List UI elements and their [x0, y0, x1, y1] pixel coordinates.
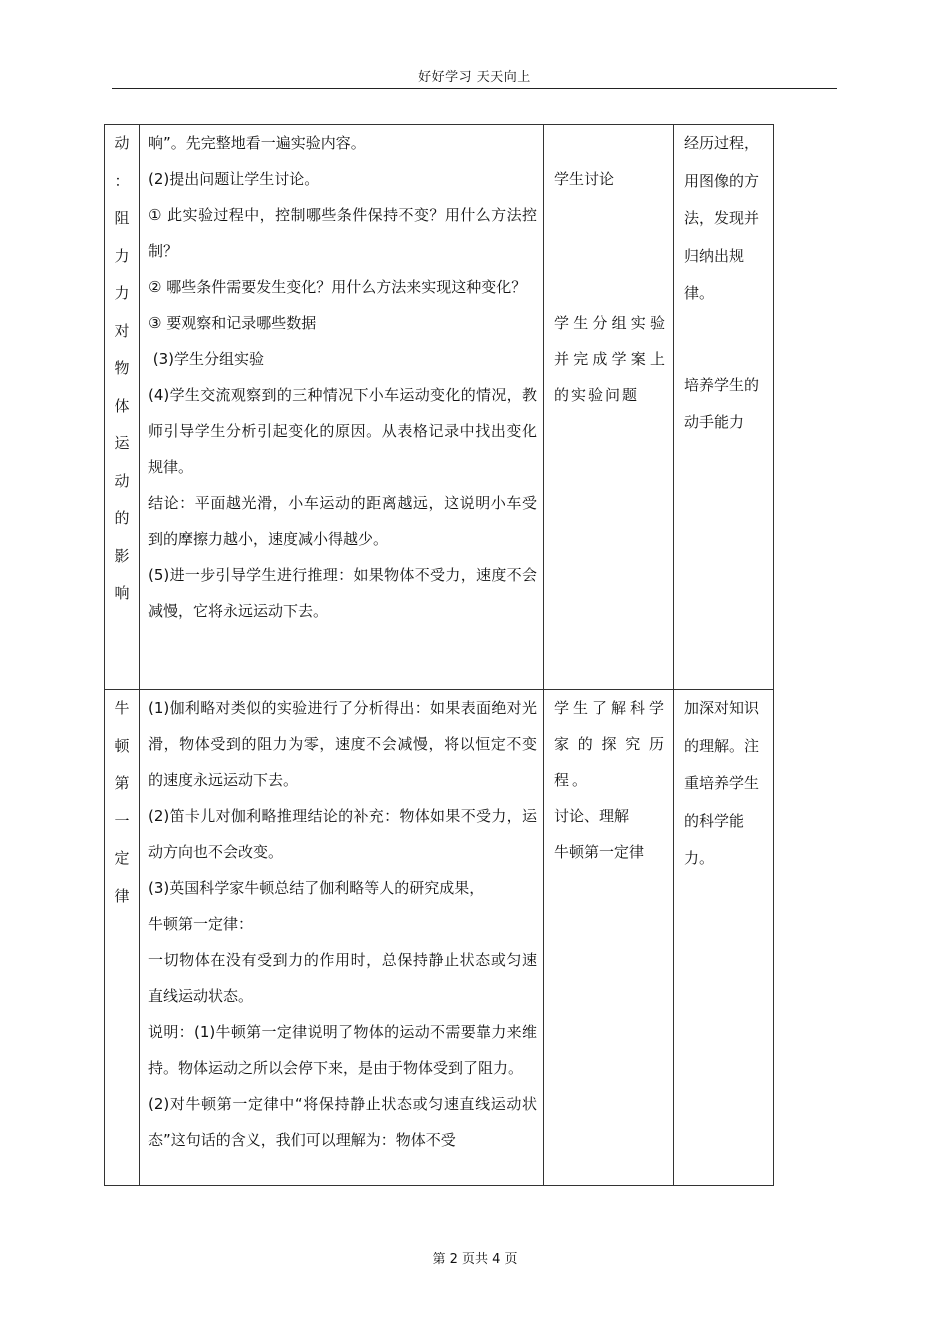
student-activity-text: 学生了解科学家的探究历程。: [554, 699, 667, 789]
section-title-cell: [105, 690, 140, 1186]
title-char: 律: [114, 886, 130, 905]
student-activity-cell: [544, 690, 674, 1186]
content-paragraph: (1)伽利略对类似的实验进行了分析得出：如果表面绝对光滑，物体受到的阻力为零，速度不会减慢，将以恒定不变的速度永远运动下去。: [148, 699, 537, 789]
content-paragraph: (2)对牛顿第一定律中“将保持静止状态或匀速直线运动状态”这句话的含义，我们可以理解为：物体不受: [148, 1095, 537, 1149]
title-char: 牛: [114, 699, 130, 717]
content-paragraph: 一切物体在没有受到力的作用时，总保持静止状态或匀速直线运动状态。: [148, 951, 537, 1005]
teacher-activity-cell: [140, 690, 544, 1186]
content-paragraph: (3)英国科学家牛顿总结了伽利略等人的研究成果，: [148, 879, 485, 897]
title-char: 响: [114, 584, 130, 602]
design-intent-cell: [674, 125, 774, 690]
content-paragraph: 响”。先完整地看一遍实验内容。: [148, 134, 366, 152]
title-char: 物: [114, 359, 130, 377]
title-char: 影: [114, 546, 130, 565]
page-header: 好好学习 天天向上: [418, 70, 531, 85]
student-activity-text: 学生分组实验并完成学案上的实验问题: [554, 314, 667, 404]
content-paragraph: (3)学生分组实验: [148, 350, 265, 368]
title-char: 对: [114, 321, 130, 340]
content-paragraph: ② 哪些条件需要发生变化？用什么方法来实现这种变化？: [148, 278, 527, 296]
title-char: 阻: [114, 209, 130, 227]
title-char: 动: [114, 471, 130, 490]
teacher-activity-cell: [140, 125, 544, 690]
content-paragraph: ③ 要观察和记录哪些数据: [148, 314, 317, 332]
content-paragraph: 牛顿第一定律：: [148, 915, 254, 933]
title-char: 定: [114, 849, 130, 867]
section-title-vertical: [105, 125, 139, 613]
title-char: 第: [114, 774, 130, 792]
title-char: 力: [114, 284, 130, 302]
design-intent-text: 加深对知识的理解。注重培养学生的科学能力。: [684, 699, 760, 867]
page-footer: 第 2 页共 4 页: [432, 1252, 518, 1267]
content-paragraph: 说明：(1)牛顿第一定律说明了物体的运动不需要靠力来维持。物体运动之所以会停下来，是由于物体受到了阻力。: [148, 1023, 537, 1077]
content-paragraph: (2)笛卡儿对伽利略推理结论的补充：物体如果不受力，运动方向也不会改变。: [148, 807, 537, 861]
header-divider: [112, 88, 837, 89]
student-activity-cell: [544, 125, 674, 690]
student-activity-text: 牛顿第一定律: [554, 843, 645, 861]
section-title-vertical: [105, 690, 139, 915]
lesson-table: [104, 124, 774, 1186]
title-char: 体: [114, 396, 130, 415]
title-char: 运: [114, 434, 130, 452]
title-char: 顿: [114, 736, 130, 755]
content-paragraph: (5)进一步引导学生进行推理：如果物体不受力，速度不会减慢，它将永远运动下去。: [148, 566, 537, 620]
student-activity-text: 讨论、理解: [554, 807, 630, 825]
content-paragraph: (4)学生交流观察到的三种情况下小车运动变化的情况，教师引导学生分析引起变化的原因。从表格记录中找出变化规律。: [148, 386, 537, 476]
student-activity-text: 学生讨论: [554, 170, 615, 188]
title-char: 力: [114, 246, 130, 265]
table-row: [105, 690, 774, 1186]
content-paragraph: (2)提出问题让学生讨论。: [148, 170, 320, 188]
title-char: 的: [114, 509, 130, 527]
content-paragraph: ① 此实验过程中，控制哪些条件保持不变？用什么方法控制？: [148, 206, 537, 260]
design-intent-cell: [674, 690, 774, 1186]
content-paragraph: 结论：平面越光滑，小车运动的距离越远，这说明小车受到的摩擦力越小，速度减小得越少。: [148, 494, 537, 548]
title-char: ：: [114, 171, 130, 190]
title-char: 动: [114, 134, 130, 152]
design-intent-text: 经历过程，用图像的方法，发现并归纳出规律。: [684, 134, 760, 302]
design-intent-text: 培养学生的动手能力: [684, 375, 760, 431]
title-char: 一: [114, 811, 130, 830]
section-title-cell: [105, 125, 140, 690]
table-row: [105, 125, 774, 690]
